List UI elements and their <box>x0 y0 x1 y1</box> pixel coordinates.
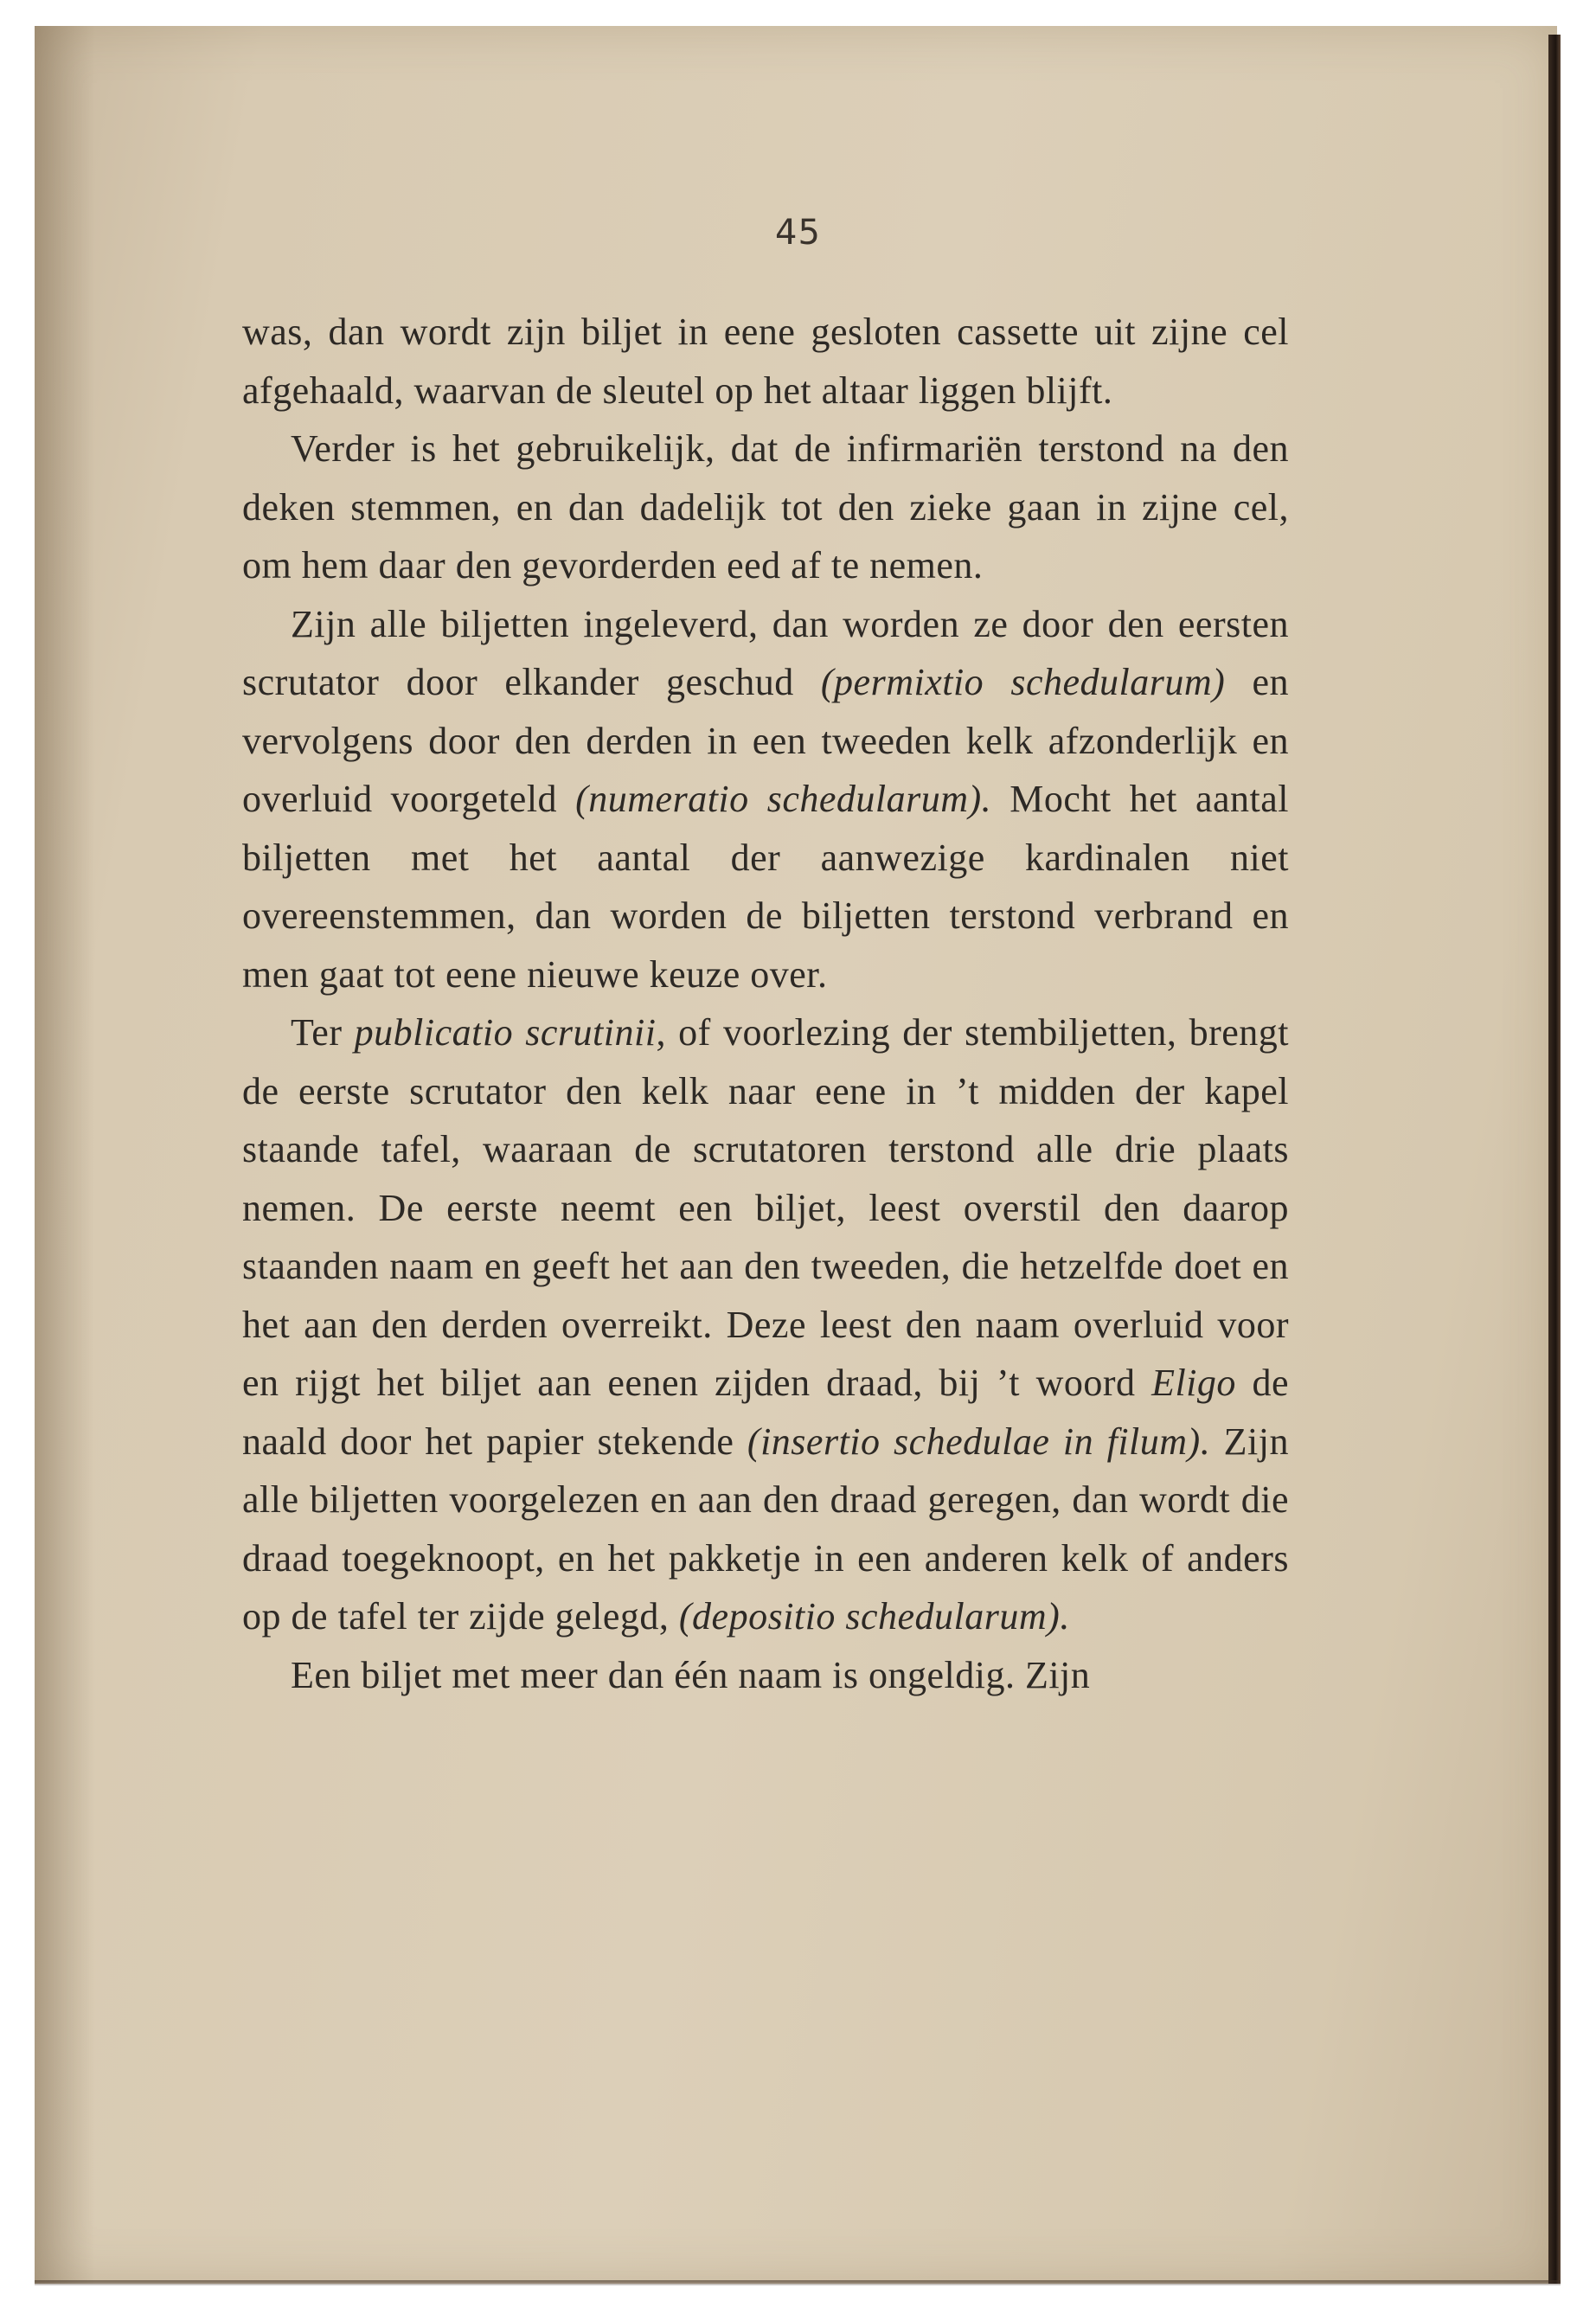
text-segment: Ter <box>291 1011 355 1054</box>
binding-shadow <box>35 26 95 2284</box>
latin-term: (numeratio schedularum). <box>575 778 992 820</box>
text-segment: , of voorlezing der stembiljetten, brengt de eerste scrutator den kelk naar eene in ’t midden der kapel staande tafel, waaraan de scrutatoren terstond alle drie plaats nemen. De eerste neemt een biljet, leest overstil den daarop staanden naam en geeft het aan den tweeden, die hetzelfde doet en het aan den derden overreikt. Deze leest den naam overluid voor en rijgt het biljet aan eenen zijden draad, bij ’t woord <box>242 1011 1289 1404</box>
text-segment: Zijn alle biljetten ingeleverd, dan worden ze door den eersten scrutator door elkander geschud <box>242 602 1289 703</box>
paragraph <box>242 595 1289 1004</box>
latin-term: publicatio scrutinii <box>354 1011 657 1054</box>
latin-term: (permixtio schedularum) <box>820 661 1226 703</box>
text-segment: Zijn alle biljetten voorgelezen en aan den draad geregen, dan wordt die draad toegeknoopt, en het pakketje in een anderen kelk of anders op de tafel ter zijde gelegd, <box>242 1420 1289 1638</box>
text-segment: Mocht het aantal biljetten met het aantal der aanwezige kardinalen niet overeenstemmen, dan worden de biljetten terstond verbrand en men gaat tot eene nieuwe keuze over. <box>242 778 1289 996</box>
text-segment: Verder is het gebruikelijk, dat de infirmariën terstond na den deken stemmen, en dan dadelijk tot den zieke gaan in zijne cel, om hem daar den gevorderden eed af te nemen. <box>242 427 1289 586</box>
latin-term: (insertio schedulae in filum). <box>747 1420 1211 1463</box>
book-edge-right <box>1548 35 1561 2284</box>
text-segment: en vervolgens door den derden in een tweeden kelk afzonderlijk en overluid voorgeteld <box>242 661 1289 820</box>
page-number: 45 <box>775 213 821 253</box>
text-segment: de naald door het papier stekende <box>242 1362 1289 1463</box>
book-edge-bottom <box>35 2280 1561 2285</box>
paragraph <box>242 420 1289 595</box>
paragraph <box>242 1003 1289 1646</box>
body-text <box>242 303 1289 1704</box>
latin-term: (depositio schedularum). <box>678 1595 1070 1638</box>
latin-term: Eligo <box>1151 1362 1236 1404</box>
paragraph <box>242 303 1289 420</box>
text-segment: was, dan wordt zijn biljet in eene gesloten cassette uit zijne cel afgehaald, waarvan de sleutel op het altaar liggen blijft. <box>242 311 1289 412</box>
paragraph <box>242 1646 1289 1705</box>
text-segment: Een biljet met meer dan één naam is ongeldig. Zijn <box>291 1653 1091 1696</box>
